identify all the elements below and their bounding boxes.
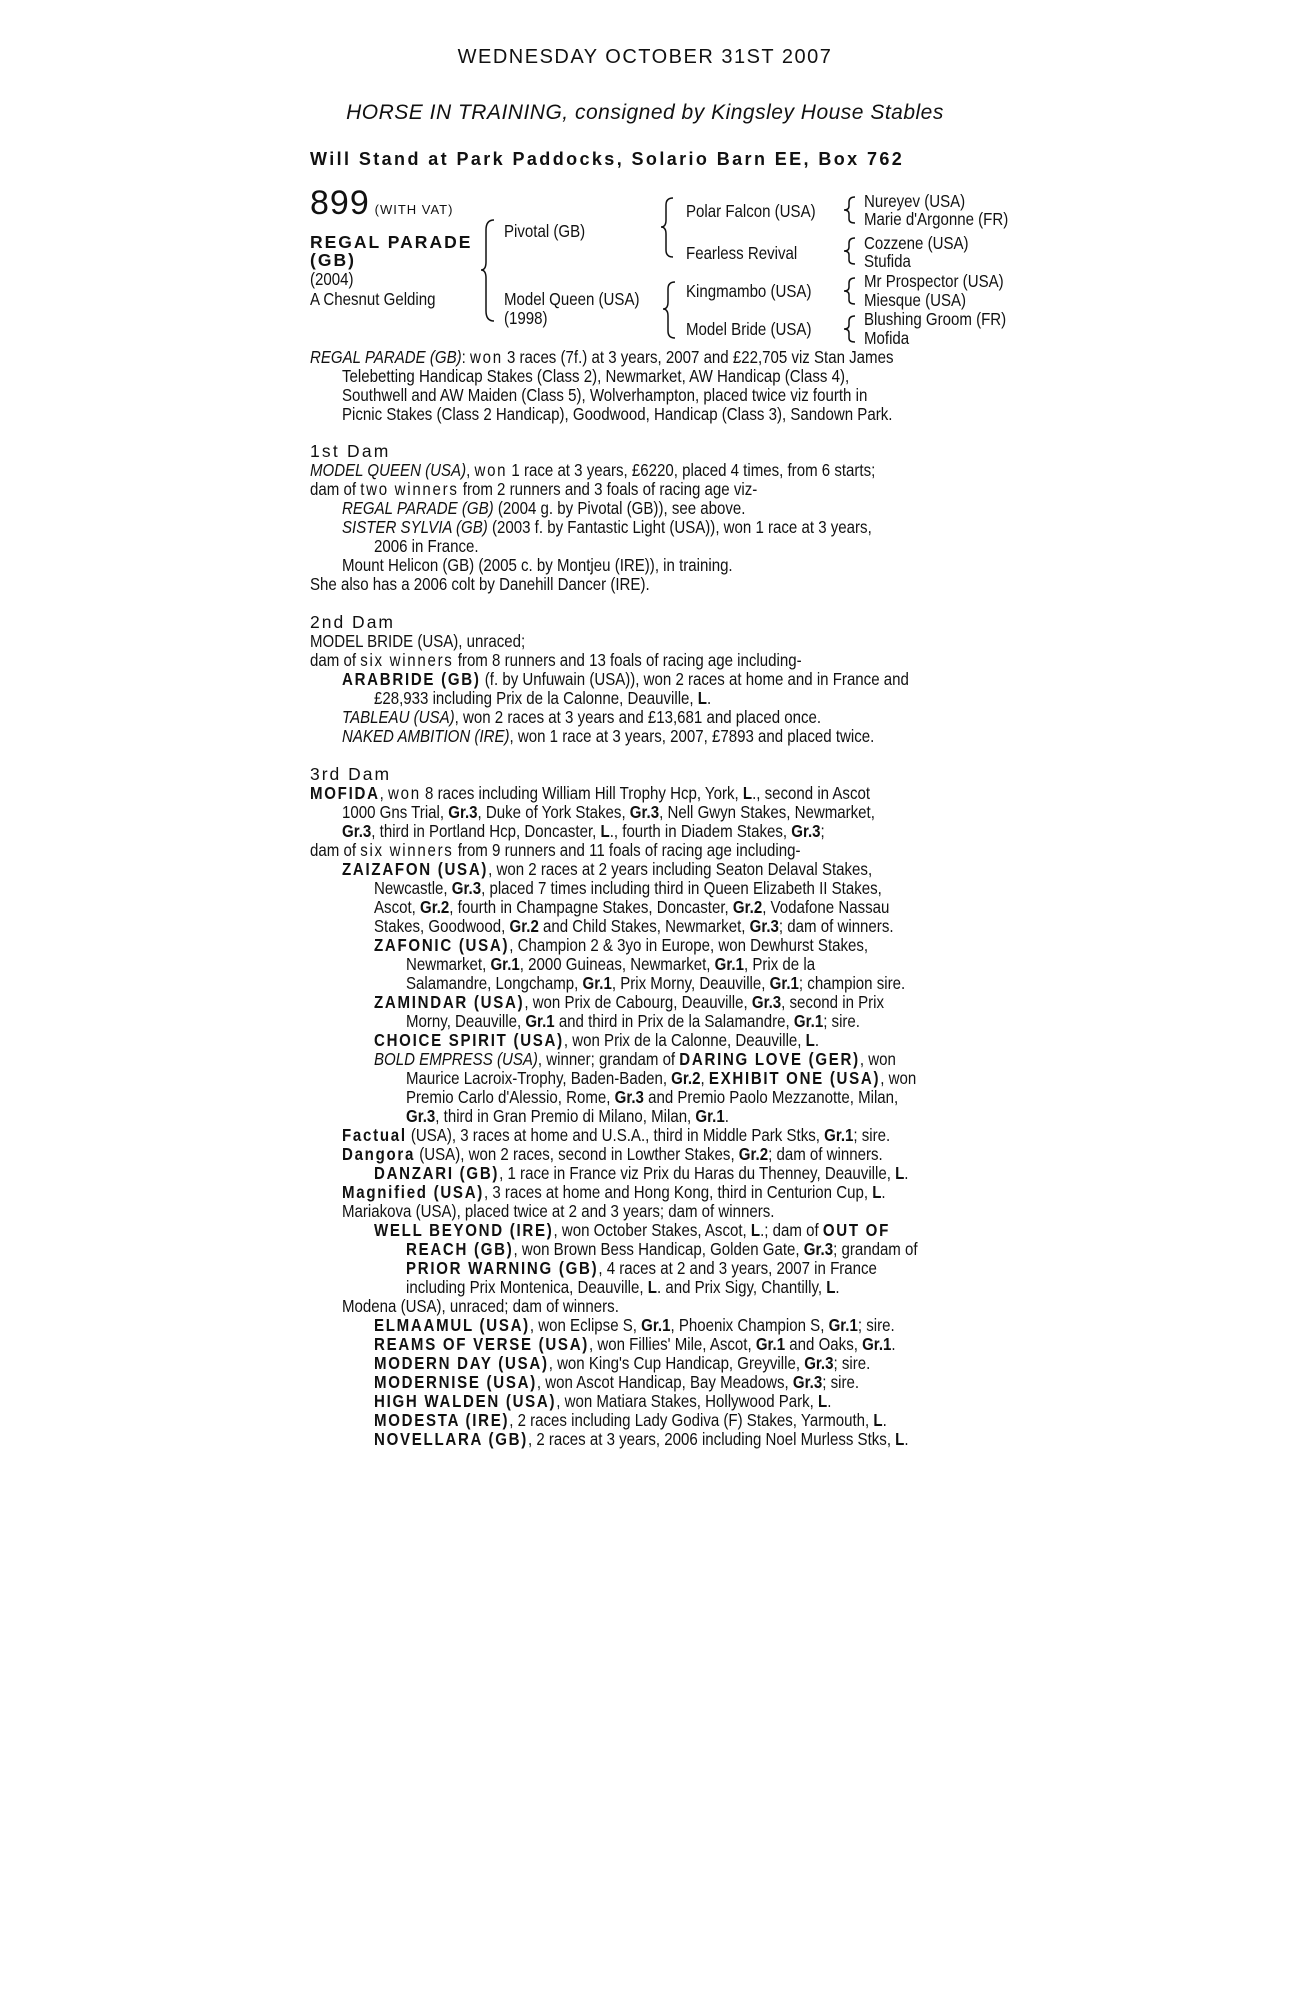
progeny-line	[374, 1316, 895, 1335]
text: , Phoenix Champion S,	[670, 1315, 829, 1335]
progeny-line	[374, 1354, 870, 1373]
won-label: won	[388, 783, 421, 803]
grade-label: L	[742, 783, 753, 803]
text: , 2000 Guineas, Newmarket,	[519, 954, 715, 974]
text: . and Prix Sigy, Chantilly,	[656, 1277, 827, 1297]
text: from 9 runners and 11 foals of racing age including-	[453, 840, 801, 860]
progeny-line	[374, 1221, 890, 1240]
text: , Prix Morny, Deauville,	[611, 973, 770, 993]
progeny-line	[406, 1240, 918, 1259]
text: ; champion sire.	[798, 973, 906, 993]
progeny-name: ZAFONIC (USA)	[374, 935, 510, 955]
grade-label: L	[826, 1277, 836, 1297]
grandsire-7: Blushing Groom (FR)	[864, 309, 1007, 329]
text: ; dam of winners.	[778, 916, 894, 936]
grade-label: Gr.1	[824, 1125, 854, 1145]
dam-line	[310, 841, 800, 860]
text: Stakes, Goodwood,	[374, 916, 510, 936]
grade-label: Gr.1	[828, 1315, 858, 1335]
progeny-name: Magnified (USA)	[342, 1182, 485, 1202]
grade-label: Gr.1	[641, 1315, 671, 1335]
text: , won Eclipse S,	[529, 1315, 642, 1335]
grade-label: L	[750, 1220, 761, 1240]
text: :	[461, 347, 471, 367]
text: (2003 f. by Fantastic Light (USA)), won 1 race at 3 years,	[487, 517, 872, 537]
grade-label: Gr.1	[793, 1011, 824, 1031]
progeny-name: Dangora	[342, 1144, 416, 1164]
text: (2004 g. by Pivotal (GB)), see above.	[493, 498, 746, 518]
progeny-name: MODESTA (IRE)	[374, 1410, 510, 1430]
dam-year: (1998)	[504, 308, 548, 328]
text: (f. by Unfuwain (USA)), won 2 races at home and in France and	[480, 669, 909, 689]
text: ;	[820, 821, 825, 841]
text: Maurice Lacroix-Trophy, Baden-Baden,	[406, 1068, 672, 1088]
progeny-name: REAMS OF VERSE (USA)	[374, 1334, 590, 1354]
progeny-line	[374, 993, 884, 1012]
text: including Prix Montenica, Deauville,	[406, 1277, 648, 1297]
text: .	[814, 1030, 820, 1050]
progeny-name: Factual	[342, 1125, 407, 1145]
grade-label: Gr.3	[749, 916, 779, 936]
grade-label: Gr.1	[755, 1334, 786, 1354]
text: , 4 races at 2 and 3 years, 2007 in France	[598, 1258, 877, 1278]
grade-label: Gr.3	[614, 1087, 644, 1107]
winners-count: two winners	[360, 479, 459, 499]
progeny-line	[374, 1164, 908, 1183]
grade-label: L	[697, 688, 707, 708]
text: , 3 races at home and Hong Kong, third in Centurion Cup,	[484, 1182, 873, 1202]
progeny-name: PRIOR WARNING (GB)	[406, 1258, 599, 1278]
pedigree-brace-sire-dam	[480, 218, 500, 323]
dam-sire-name: Kingmambo (USA)	[686, 281, 812, 301]
grade-label: Gr.3	[803, 1239, 834, 1259]
text: ; sire.	[823, 1011, 860, 1031]
text: and Premio Paolo Mezzanotte, Milan,	[643, 1087, 899, 1107]
grade-label: Gr.1	[525, 1011, 555, 1031]
progeny-line	[374, 1335, 896, 1354]
grandsire-6: Miesque (USA)	[864, 290, 967, 310]
progeny-line	[342, 860, 872, 879]
consignment-line: HORSE IN TRAINING, consigned by Kingsley House Stables	[346, 101, 944, 124]
brace-g1	[843, 195, 859, 225]
progeny-line	[342, 499, 745, 518]
progeny-line	[374, 879, 882, 898]
text: , 2 races at 3 years, 2006 including Noel Murless Stks,	[527, 1429, 896, 1449]
text: dam of	[310, 840, 361, 860]
text: , winner; grandam of	[537, 1049, 680, 1069]
progeny-name: WELL BEYOND (IRE)	[374, 1220, 554, 1240]
text: Ascot,	[374, 897, 421, 917]
text: Newmarket,	[406, 954, 491, 974]
grade-label: Gr.3	[406, 1106, 436, 1126]
winners-count: six winners	[360, 650, 454, 670]
text: , won Matiara Stakes, Hollywood Park,	[556, 1391, 819, 1411]
dam-dam-name: Model Bride (USA)	[686, 319, 812, 339]
text: (USA), 3 races at home and U.S.A., third in Middle Park Stks,	[406, 1125, 825, 1145]
grandsire-5: Mr Prospector (USA)	[864, 271, 1004, 291]
grandsire-2: Marie d'Argonne (FR)	[864, 209, 1009, 229]
grade-label: Gr.3	[629, 802, 660, 822]
text: 8 races including William Hill Trophy Hcp, York,	[420, 783, 743, 803]
text: ,	[700, 1068, 709, 1088]
text: dam of	[310, 650, 361, 670]
text: .	[904, 1429, 909, 1449]
section-heading: 3rd Dam	[310, 764, 392, 784]
grade-label: Gr.3	[792, 1372, 823, 1392]
progeny-name: SISTER SYLVIA (GB)	[342, 517, 488, 537]
progeny-line	[374, 898, 889, 917]
text: ,	[466, 460, 475, 480]
text: , won 1 race at 3 years, 2007, £7893 and placed twice.	[509, 726, 875, 746]
text: Newcastle,	[374, 878, 452, 898]
text: .	[881, 1182, 886, 1202]
text: Premio Carlo d'Alessio, Rome,	[406, 1087, 615, 1107]
brace-g3	[843, 276, 859, 306]
section-heading: 1st Dam	[310, 441, 391, 461]
horse-year: (2004)	[310, 269, 354, 289]
won-label: won	[474, 460, 508, 480]
text: ; sire.	[833, 1353, 871, 1373]
progeny-line: Modena (USA), unraced; dam of winners.	[342, 1296, 619, 1316]
progeny-name: CHOICE SPIRIT (USA)	[374, 1030, 564, 1050]
text: , won Fillies' Mile, Ascot,	[589, 1334, 756, 1354]
progeny-line	[406, 1088, 898, 1107]
text: ., fourth in Diadem Stakes,	[609, 821, 792, 841]
summary-line: Picnic Stakes (Class 2 Handicap), Goodwood, Handicap (Class 3), Sandown Park.	[342, 404, 893, 424]
grandsire-4: Stufida	[864, 251, 911, 271]
text: , won	[859, 1049, 896, 1069]
progeny-line	[342, 727, 874, 746]
text: , Duke of York Stakes,	[477, 802, 630, 822]
vat-label: (WITH VAT)	[374, 202, 454, 217]
progeny-name: NAKED AMBITION (IRE)	[342, 726, 510, 746]
progeny-line	[342, 518, 872, 537]
text: 1 race at 3 years, £6220, placed 4 times, from 6 starts;	[507, 460, 876, 480]
text: , won 2 races at 2 years including Seaton Delaval Stakes,	[488, 859, 873, 879]
grade-label: Gr.2	[509, 916, 539, 936]
progeny-line	[374, 917, 894, 936]
text: , second in Prix	[781, 992, 885, 1012]
text: .	[827, 1391, 832, 1411]
progeny-line	[374, 936, 868, 955]
progeny-line: 2006 in France.	[374, 536, 479, 556]
progeny-name: TABLEAU (USA)	[342, 707, 455, 727]
sale-date: WEDNESDAY OCTOBER 31ST 2007	[457, 46, 833, 68]
progeny-name: REGAL PARADE (GB)	[342, 498, 494, 518]
won-label: won	[470, 347, 503, 367]
summary-line: Telebetting Handicap Stakes (Class 2), Newmarket, AW Handicap (Class 4),	[342, 366, 850, 386]
progeny-line	[374, 689, 711, 708]
text: , won King's Cup Handicap, Greyville,	[548, 1353, 805, 1373]
text: , won October Stakes, Ascot,	[553, 1220, 751, 1240]
stand-location: Will Stand at Park Paddocks, Solario Barn EE, Box 762	[310, 149, 905, 169]
text: £28,933 including Prix de la Calonne, Deauville,	[374, 688, 698, 708]
text: 3 races (7f.) at 3 years, 2007 and £22,705 viz Stan James	[502, 347, 894, 367]
brace-g4	[843, 314, 859, 344]
progeny-line	[374, 1411, 887, 1430]
pedigree-brace-dam-line	[662, 280, 680, 340]
text: , Champion 2 & 3yo in Europe, won Dewhurst Stakes,	[509, 935, 869, 955]
dam-line	[310, 651, 802, 670]
grade-label: Gr.1	[695, 1106, 725, 1126]
grade-label: Gr.3	[804, 1353, 834, 1373]
grade-label: Gr.2	[420, 897, 450, 917]
grade-label: L	[647, 1277, 657, 1297]
pedigree-brace-sire-line	[660, 196, 678, 260]
progeny-line	[342, 1183, 886, 1202]
text: , 2 races including Lady Godiva (F) Stakes, Yarmouth,	[509, 1410, 874, 1430]
text: , Vodafone Nassau	[762, 897, 890, 917]
progeny-line	[374, 1031, 819, 1050]
dam-name: MODEL QUEEN (USA)	[310, 460, 467, 480]
grade-label: L	[818, 1391, 828, 1411]
text: Morny, Deauville,	[406, 1011, 526, 1031]
grade-label: Gr.1	[582, 973, 612, 993]
progeny-line	[374, 1430, 909, 1449]
text: , 1 race in France viz Prix du Haras du Thenney, Deauville,	[499, 1163, 896, 1183]
lot-number-line	[310, 184, 454, 222]
text: .	[891, 1334, 896, 1354]
text: .	[724, 1106, 729, 1126]
progeny-line: Mount Helicon (GB) (2005 c. by Montjeu (IRE)), in training.	[342, 555, 733, 575]
progeny-line	[374, 1392, 831, 1411]
text: , third in Portland Hcp, Doncaster,	[371, 821, 601, 841]
text: ,	[379, 783, 389, 803]
progeny-line	[406, 1107, 729, 1126]
text: .	[882, 1410, 887, 1430]
progeny-name: MODERN DAY (USA)	[374, 1353, 549, 1373]
progeny-line	[342, 1126, 890, 1145]
text: dam of	[310, 479, 361, 499]
sire-dam-name: Fearless Revival	[686, 243, 798, 263]
text: ; grandam of	[833, 1239, 918, 1259]
text: , fourth in Champagne Stakes, Doncaster,	[449, 897, 733, 917]
progeny-line	[406, 974, 905, 993]
grade-label: L	[873, 1410, 883, 1430]
summary-line: Southwell and AW Maiden (Class 5), Wolverhampton, placed twice viz fourth in	[342, 385, 868, 405]
grade-label: Gr.2	[738, 1144, 769, 1164]
progeny-line	[342, 670, 909, 689]
grandsire-8: Mofida	[864, 328, 910, 348]
brace-g2	[843, 236, 859, 266]
text: 1000 Gns Trial,	[342, 802, 449, 822]
progeny-name: ARABRIDE (GB)	[342, 669, 481, 689]
grandsire-3: Cozzene (USA)	[864, 233, 969, 253]
progeny-line	[406, 1012, 860, 1031]
grade-label: L	[872, 1182, 882, 1202]
grade-label: L	[895, 1429, 905, 1449]
horse-name: REGAL PARADE	[310, 232, 473, 252]
text: from 2 runners and 3 foals of racing age viz-	[458, 479, 758, 499]
text: , won Prix de Cabourg, Deauville,	[524, 992, 752, 1012]
grade-label: L	[600, 821, 610, 841]
progeny-line: She also has a 2006 colt by Danehill Dancer (IRE).	[310, 574, 650, 594]
progeny-line	[374, 1373, 859, 1392]
text: , Nell Gwyn Stakes, Newmarket,	[659, 802, 875, 822]
grandsire-1: Nureyev (USA)	[864, 191, 966, 211]
grade-label: Gr.2	[732, 897, 763, 917]
lot-number: 899	[310, 184, 370, 222]
text: ., second in Ascot	[752, 783, 871, 803]
grade-label: L	[895, 1163, 905, 1183]
progeny-name: ZAMINDAR (USA)	[374, 992, 525, 1012]
text: ; sire.	[857, 1315, 895, 1335]
text: from 8 runners and 13 foals of racing age including-	[453, 650, 802, 670]
text: , won 2 races at 3 years and £13,681 and placed once.	[454, 707, 822, 727]
grade-label: Gr.3	[342, 821, 372, 841]
text: , won Ascot Handicap, Bay Meadows,	[536, 1372, 793, 1392]
progeny-name: DANZARI (GB)	[374, 1163, 500, 1183]
text: and third in Prix de la Salamandre,	[554, 1011, 794, 1031]
progeny-name: NOVELLARA (GB)	[374, 1429, 528, 1449]
progeny-name: HIGH WALDEN (USA)	[374, 1391, 557, 1411]
grade-label: Gr.3	[448, 802, 478, 822]
grade-label: Gr.3	[751, 992, 782, 1012]
progeny-line	[374, 1050, 896, 1069]
grade-label: Gr.1	[862, 1334, 892, 1354]
text: and Child Stakes, Newmarket,	[538, 916, 750, 936]
dam-line	[310, 784, 870, 803]
progeny-line	[406, 955, 815, 974]
summary-line	[310, 348, 893, 367]
progeny-name: REACH (GB)	[406, 1239, 514, 1259]
grade-label: Gr.3	[791, 821, 821, 841]
text: , third in Gran Premio di Milano, Milan,	[435, 1106, 696, 1126]
progeny-name: ZAIZAFON (USA)	[342, 859, 489, 879]
grade-label: Gr.2	[671, 1068, 701, 1088]
dam-line	[342, 803, 875, 822]
progeny-name: DARING LOVE (GER)	[679, 1049, 860, 1069]
dam-name: MOFIDA	[310, 783, 380, 803]
sire-sire-name: Polar Falcon (USA)	[686, 201, 816, 221]
text: ; sire.	[853, 1125, 891, 1145]
progeny-line: Mariakova (USA), placed twice at 2 and 3 years; dam of winners.	[342, 1201, 775, 1221]
text: and Oaks,	[785, 1334, 863, 1354]
grade-label: Gr.1	[769, 973, 799, 993]
progeny-name: BOLD EMPRESS (USA)	[374, 1049, 538, 1069]
text: .	[904, 1163, 909, 1183]
horse-origin: (GB)	[310, 250, 356, 270]
progeny-line	[342, 1145, 883, 1164]
grade-label: Gr.3	[451, 878, 482, 898]
dam-line	[310, 480, 757, 499]
progeny-name: OUT OF	[822, 1220, 891, 1240]
dam-line	[310, 461, 875, 480]
dam-name: Model Queen (USA)	[504, 289, 640, 309]
dam-line: MODEL BRIDE (USA), unraced;	[310, 631, 526, 651]
progeny-line	[406, 1278, 840, 1297]
winners-count: six winners	[360, 840, 454, 860]
text: Salamandre, Longchamp,	[406, 973, 583, 993]
grade-label: Gr.1	[490, 954, 520, 974]
progeny-line	[406, 1259, 877, 1278]
text: ; sire.	[822, 1372, 860, 1392]
sire-name: Pivotal (GB)	[504, 221, 586, 241]
text: , won Prix de la Calonne, Deauville,	[563, 1030, 806, 1050]
text: (USA), won 2 races, second in Lowther Stakes,	[415, 1144, 739, 1164]
section-heading: 2nd Dam	[310, 612, 396, 632]
text: .; dam of	[760, 1220, 823, 1240]
progeny-name: ELMAAMUL (USA)	[374, 1315, 530, 1335]
horse-description: A Chesnut Gelding	[310, 289, 436, 309]
grade-label: L	[805, 1030, 815, 1050]
summary-horse-name: REGAL PARADE (GB)	[310, 347, 462, 367]
text: ; dam of winners.	[768, 1144, 883, 1164]
text: , won Brown Bess Handicap, Golden Gate,	[513, 1239, 804, 1259]
text: , Prix de la	[743, 954, 816, 974]
grade-label: Gr.1	[714, 954, 744, 974]
text: , placed 7 times including third in Queen Elizabeth II Stakes,	[481, 878, 882, 898]
text: .	[706, 688, 712, 708]
text: .	[835, 1277, 840, 1297]
progeny-line	[342, 708, 821, 727]
progeny-name: MODERNISE (USA)	[374, 1372, 537, 1392]
progeny-line	[406, 1069, 916, 1088]
progeny-name: EXHIBIT ONE (USA)	[708, 1068, 881, 1088]
text: , won	[880, 1068, 917, 1088]
dam-line	[342, 822, 825, 841]
